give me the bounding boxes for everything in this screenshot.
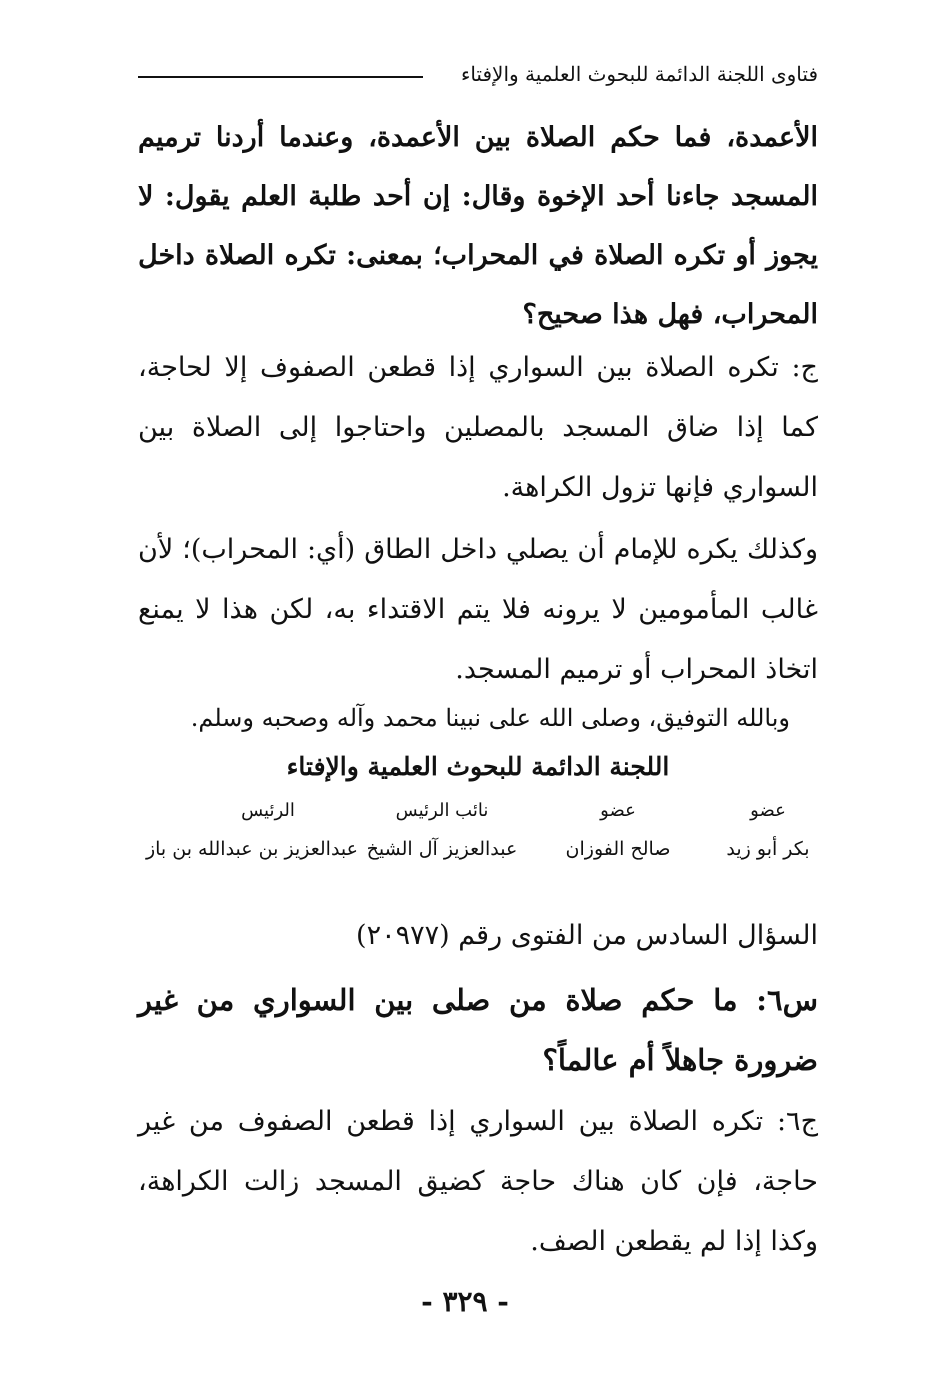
page-number: - ٣٢٩ - — [421, 1285, 509, 1318]
running-title: فتاوى اللجنة الدائمة للبحوث العلمية والإفتاء — [460, 62, 818, 86]
signature-block — [138, 796, 818, 876]
header-rule — [138, 76, 423, 78]
question-6: س٦: ما حكم صلاة من صلى بين السواري من غير ضرورة جاهلاً أم عالماً؟ — [138, 983, 818, 1077]
committee-title: اللجنة الدائمة للبحوث العلمية والإفتاء — [286, 752, 670, 781]
signature-member-2 — [528, 796, 708, 862]
question-continuation: الأعمدة، فما حكم الصلاة بين الأعمدة، وعندما أردنا ترميم المسجد جاءنا أحد الإخوة وقال: إن أحد طلبة العلم يقول: لا يجوز أو تكره الصلاة في المحراب؛ بمعنى: تكره الصلاة داخل المحراب، فهل هذا صحيح؟ — [138, 122, 818, 330]
signature-role: الرئيس — [241, 800, 295, 821]
answer-paragraph-1: ج: تكره الصلاة بين السواري إذا قطعن الصفوف إلا لحاجة، كما إذا ضاق المسجد بالمصلين واحتاجوا إلى الصلاة بين السواري فإنها تزول الكراهة. — [138, 352, 818, 503]
closing-line: وبالله التوفيق، وصلى الله على نبينا محمد وآله وصحبه وسلم. — [190, 704, 790, 732]
answer-paragraph-2: وكذلك يكره للإمام أن يصلي داخل الطاق (أي: المحراب)؛ لأن غالب المأمومين لا يرونه فلا يتم الاقتداء به، لكن هذا لا يمنع اتخاذ المحراب أو ترميم المسجد. — [138, 534, 818, 685]
signature-name: صالح الفوزان — [565, 838, 671, 860]
signature-name: عبدالعزيز آل الشيخ — [366, 838, 518, 860]
signature-name: بكر أبو زيد — [726, 838, 810, 860]
signature-role: عضو — [750, 800, 786, 821]
fatwa-reference: السؤال السادس من الفتوى رقم (٢٠٩٧٧) — [356, 920, 818, 951]
signature-member-4 — [145, 796, 358, 862]
signature-member-3 — [352, 796, 532, 862]
running-header — [138, 62, 818, 88]
signature-role: عضو — [600, 800, 636, 821]
signature-name: عبدالعزيز بن عبدالله بن باز — [145, 838, 358, 860]
signature-role: نائب الرئيس — [395, 800, 489, 821]
answer-6: ج٦: تكره الصلاة بين السواري إذا قطعن الصفوف من غير حاجة، فإن كان هناك حاجة كضيق المسجد زالت الكراهة، وكذا إذا لم يقطعن الصف. — [138, 1106, 818, 1257]
